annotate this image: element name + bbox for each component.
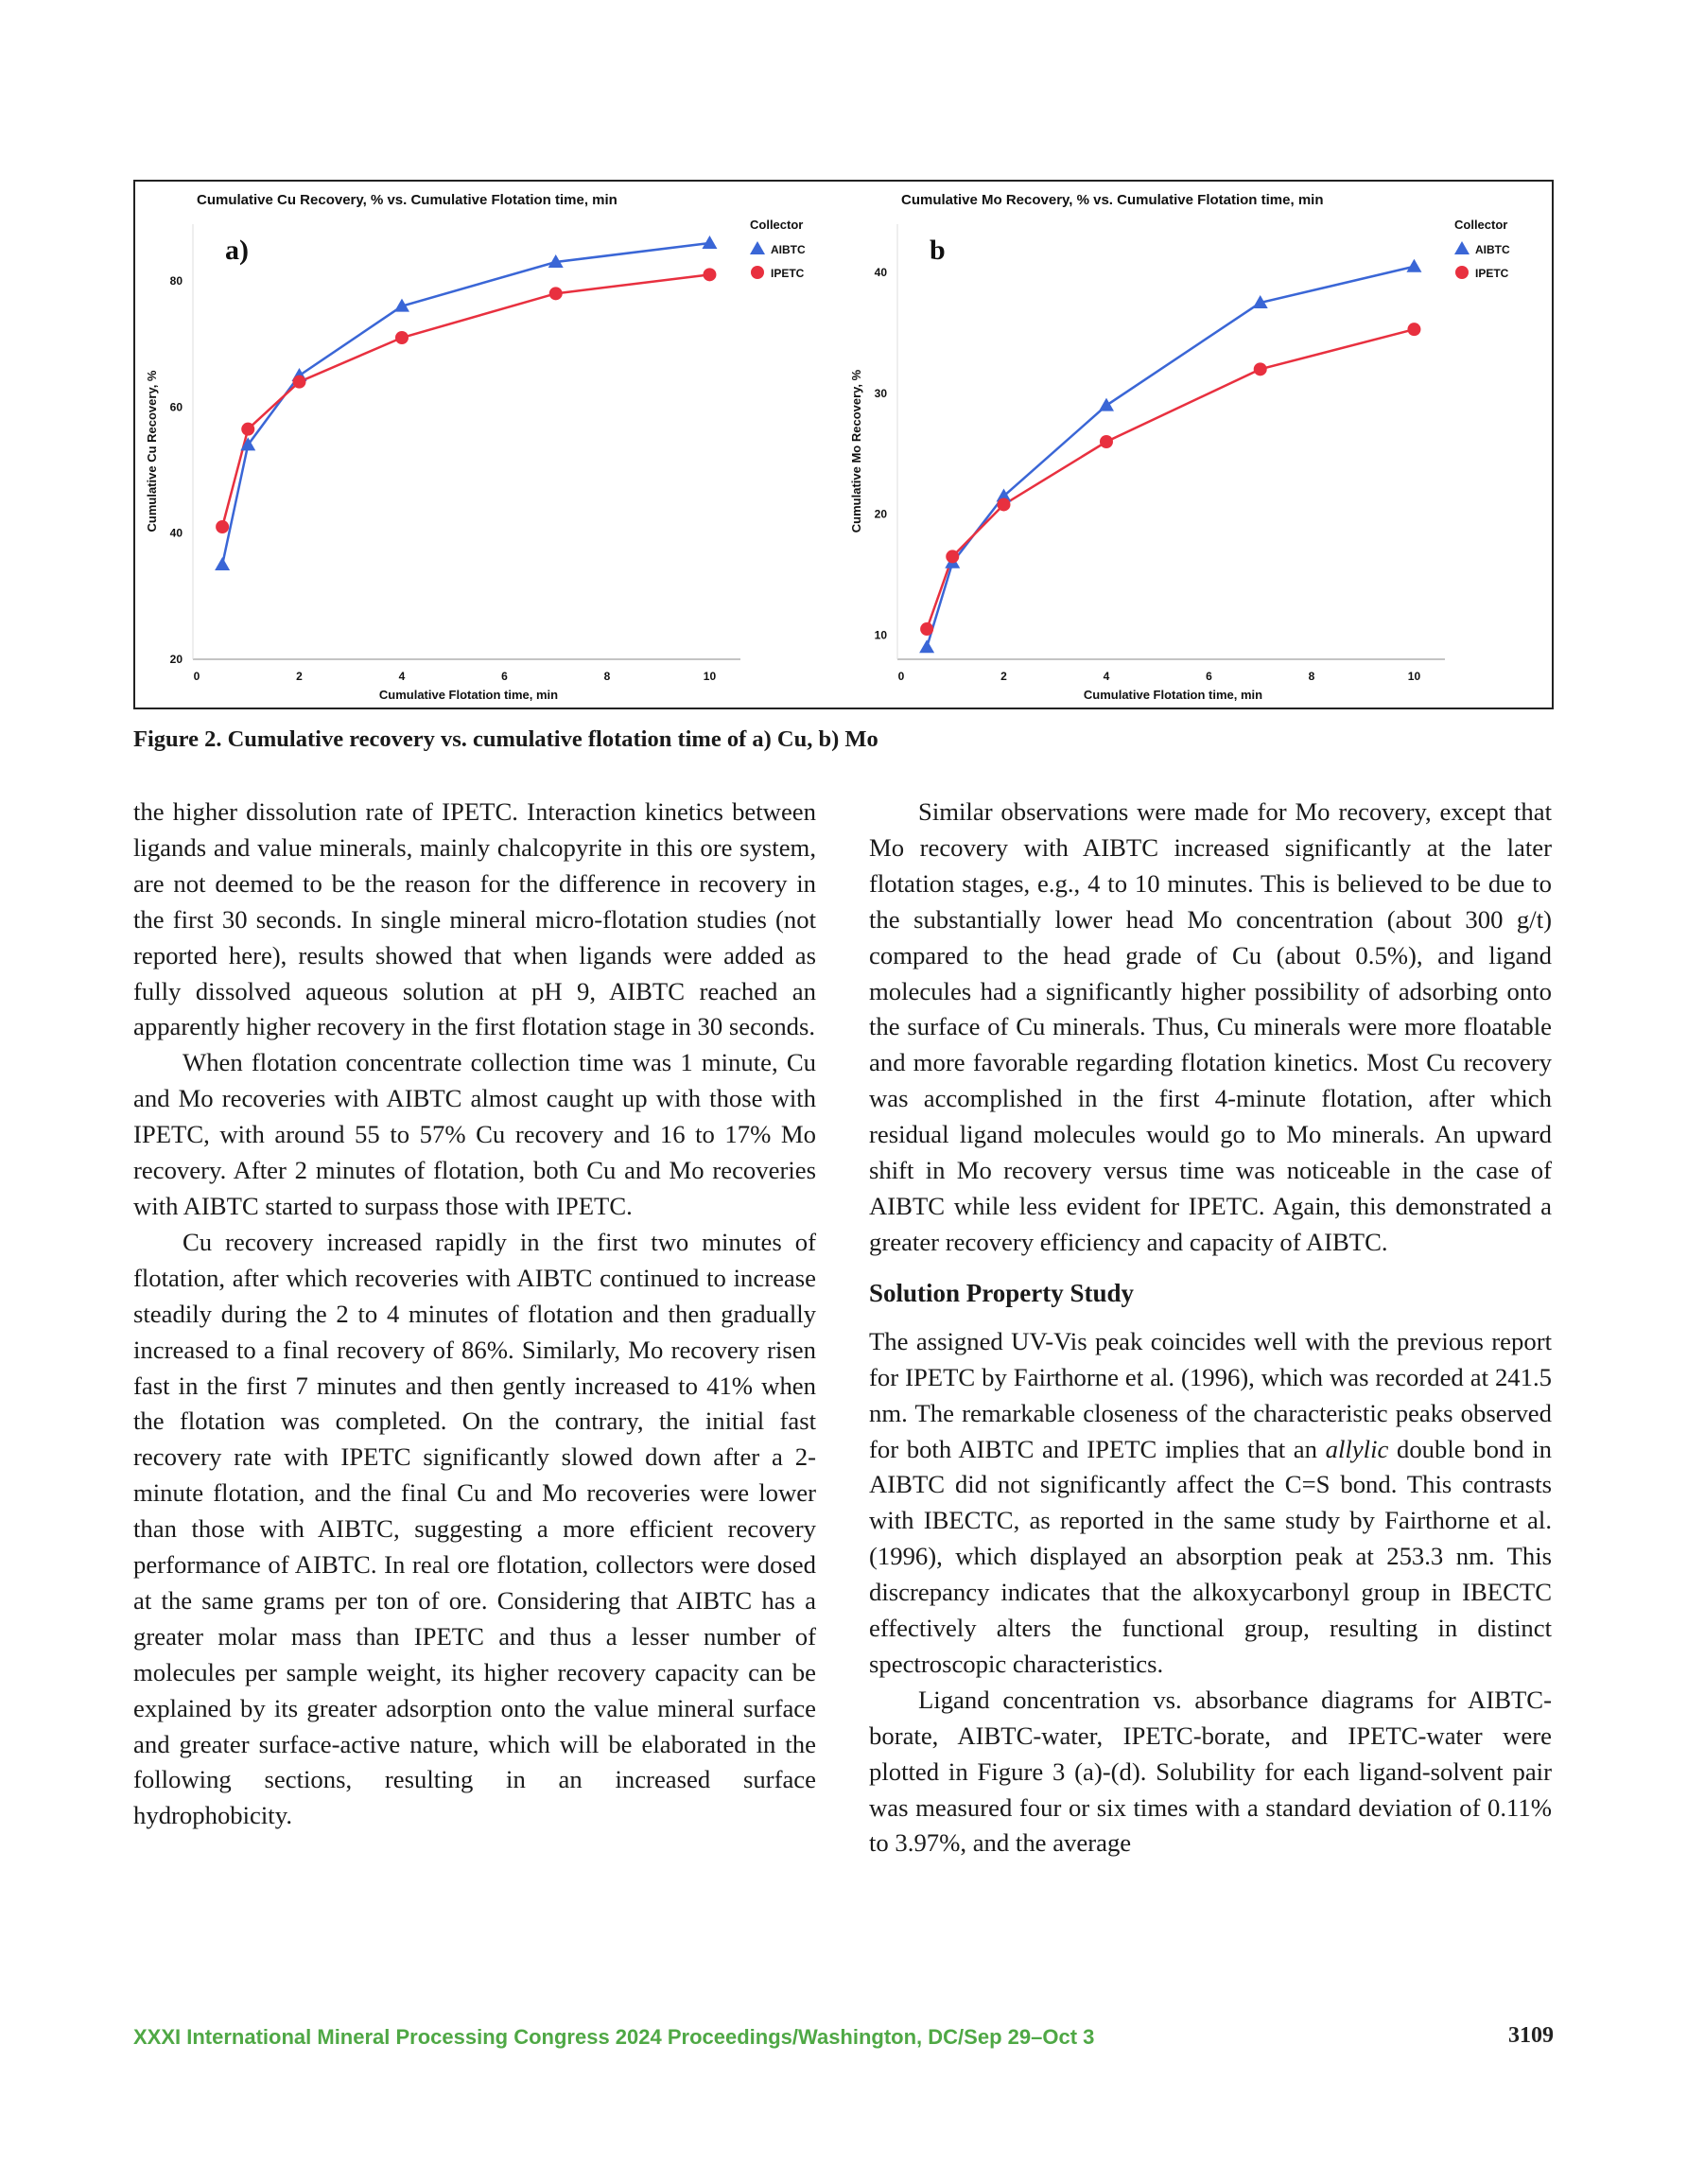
legend-label: AIBTC: [771, 243, 806, 256]
data-point-circle: [920, 622, 933, 636]
data-point-triangle: [1406, 259, 1421, 272]
data-point-circle: [549, 287, 563, 300]
paragraph: the higher dissolution rate of IPETC. Interaction kinetics between ligands and value minerals, mainly chalcopyrite in this ore system, are not deemed to be the reason for the difference in recovery in the first 30 seconds. In single mineral micro-flotation studies (not reported here), results showed that when ligands were added as fully dissolved aqueous solution at pH 9, AIBTC reached an apparently higher recovery in the first flotation stage in 30 seconds.: [133, 797, 816, 1041]
x-tick-label: 8: [1308, 670, 1315, 683]
text-span: double bond in AIBTC did not significantly affect the C=S bond. This contrasts with IBECTC, as reported in the same study by Fairthorne et al. (1996), which displayed an absorption peak at 253.3 nm. This discrepancy indicates that the alkoxycarbonyl group in IBECTC effectively alters the functional group, resulting in distinct spectroscopic characteristics.: [869, 1434, 1552, 1678]
paragraph: When flotation concentrate collection time was 1 minute, Cu and Mo recoveries with AIBTC almost caught up with those with IPETC, with around 55 to 57% Cu recovery and 16 to 17% Mo recovery. After 2 minutes of flotation, both Cu and Mo recoveries with AIBTC started to surpass those with IPETC.: [133, 1048, 816, 1220]
x-tick-label: 2: [296, 670, 303, 683]
data-point-triangle: [215, 557, 230, 570]
paragraph: Ligand concentration vs. absorbance diagrams for AIBTC-borate, AIBTC-water, IPETC-borate, and IPETC-water were plotted in Figure 3 (a)-(d). Solubility for each ligand-solvent pair was measured four or six times with a standard deviation of 0.11% to 3.97%, and the average: [869, 1685, 1552, 1858]
data-point-circle: [946, 550, 959, 563]
data-point-circle: [1100, 435, 1113, 448]
panel-label: b: [930, 235, 946, 266]
section-heading: Solution Property Study: [869, 1278, 1135, 1307]
x-axis-label: Cumulative Flotation time, min: [1083, 688, 1263, 702]
y-tick-label: 20: [874, 507, 887, 521]
data-point-circle: [703, 268, 716, 281]
data-point-circle: [216, 520, 229, 533]
x-tick-label: 0: [193, 670, 200, 683]
y-axis-label: Cumulative Cu Recovery, %: [145, 370, 159, 533]
y-tick-label: 40: [874, 266, 887, 280]
data-point-circle: [241, 423, 254, 436]
x-tick-label: 0: [897, 670, 905, 683]
page-number: 3109: [1508, 2023, 1554, 2048]
data-point-triangle: [1454, 241, 1470, 254]
legend-label: AIBTC: [1475, 243, 1510, 256]
page-footer: [133, 2025, 1554, 2053]
data-point-circle: [1254, 362, 1267, 376]
x-axis-label: Cumulative Flotation time, min: [378, 688, 559, 702]
chart-title: Cumulative Cu Recovery, % vs. Cumulative Flotation time, min: [197, 192, 617, 208]
data-point-circle: [997, 498, 1010, 511]
paragraph: [869, 1324, 1552, 1683]
legend-label: IPETC: [771, 267, 805, 280]
data-point-triangle: [919, 639, 934, 653]
right-column: [869, 795, 1552, 1861]
y-tick-label: 30: [874, 386, 887, 400]
y-tick-label: 40: [169, 526, 183, 540]
left-column: [133, 795, 816, 1834]
data-point-circle: [1407, 323, 1420, 336]
x-tick-label: 10: [703, 670, 717, 683]
data-point-circle: [1455, 266, 1469, 279]
y-axis-label: Cumulative Mo Recovery, %: [849, 369, 863, 533]
data-point-circle: [751, 266, 764, 279]
figure-charts: [135, 182, 1552, 708]
data-point-triangle: [750, 241, 765, 254]
y-tick-label: 80: [169, 274, 183, 288]
x-tick-label: 6: [1206, 670, 1212, 683]
series-line-ipetc: [927, 329, 1414, 629]
series-line-ipetc: [222, 274, 709, 527]
x-tick-label: 4: [1103, 670, 1110, 683]
data-point-triangle: [702, 236, 717, 249]
x-tick-label: 10: [1407, 670, 1421, 683]
data-point-circle: [292, 376, 305, 389]
data-point-triangle: [1099, 398, 1114, 411]
chart-panel-cu: [145, 192, 806, 702]
x-tick-label: 4: [398, 670, 406, 683]
figure-caption: Figure 2. Cumulative recovery vs. cumulative flotation time of a) Cu, b) Mo: [133, 726, 878, 752]
legend-title: Collector: [750, 218, 804, 232]
italic-term: allylic: [1325, 1434, 1389, 1463]
x-tick-label: 2: [1000, 670, 1007, 683]
y-tick-label: 60: [169, 400, 183, 414]
panel-label: a): [225, 235, 249, 266]
legend-label: IPETC: [1475, 267, 1509, 280]
y-tick-label: 10: [874, 628, 887, 642]
conference-footer: XXXI International Mineral Processing Congress 2024 Proceedings/Washington, DC/Sep 29–Oct 3: [133, 2025, 1095, 2049]
figure-2: [133, 180, 1554, 709]
chart-title: Cumulative Mo Recovery, % vs. Cumulative Flotation time, min: [901, 192, 1324, 208]
series-line-aibtc: [222, 243, 709, 565]
data-point-circle: [395, 331, 409, 344]
paragraph: Cu recovery increased rapidly in the first two minutes of flotation, after which recoveries with AIBTC continued to increase steadily during the 2 to 4 minutes of flotation and then gradually increased to a final recovery of 86%. Similarly, Mo recovery risen fast in the first 7 minutes and then gently increased to 41% when the flotation was completed. On the contrary, the initial fast recovery rate with IPETC significantly slowed down after a 2-minute flotation, and the final Cu and Mo recoveries were lower than those with AIBTC, suggesting a more efficient recovery performance of AIBTC. In real ore flotation, collectors were dosed at the same grams per ton of ore. Considering that AIBTC has a greater molar mass than IPETC and thus a lesser number of molecules per sample weight, its higher recovery capacity can be explained by its greater adsorption onto the value mineral surface and greater surface-active nature, which will be elaborated in the following sections, resulting in an increased surface hydrophobicity.: [133, 1227, 816, 1830]
series-line-aibtc: [927, 267, 1414, 648]
legend-title: Collector: [1454, 218, 1508, 232]
y-tick-label: 20: [169, 653, 183, 666]
x-tick-label: 8: [603, 670, 611, 683]
chart-panel-mo: [849, 192, 1510, 702]
paragraph: Similar observations were made for Mo recovery, except that Mo recovery with AIBTC increased significantly at the later flotation stages, e.g., 4 to 10 minutes. This is believed to be due to the substantially lower head Mo concentration (about 300 g/t) compared to the head grade of Cu (about 0.5%), and ligand molecules had a significantly higher possibility of adsorbing onto the surface of Cu minerals. Thus, Cu minerals were more floatable and more favorable regarding flotation kinetics. Most Cu recovery was accomplished in the first 4-minute flotation, after which residual ligand molecules would go to Mo minerals. An upward shift in Mo recovery versus time was noticeable in the case of AIBTC while less evident for IPETC. Again, this demonstrated a greater recovery efficiency and capacity of AIBTC.: [869, 797, 1552, 1256]
x-tick-label: 6: [501, 670, 508, 683]
text-span: The assigned UV-Vis peak coincides well with the previous report for IPETC by Fairthorne et al. (1996), which was recorded at 241.5 nm. The remarkable closeness of the characteristic peaks observed for both AIBTC and IPETC implies that an: [869, 1326, 1552, 1463]
